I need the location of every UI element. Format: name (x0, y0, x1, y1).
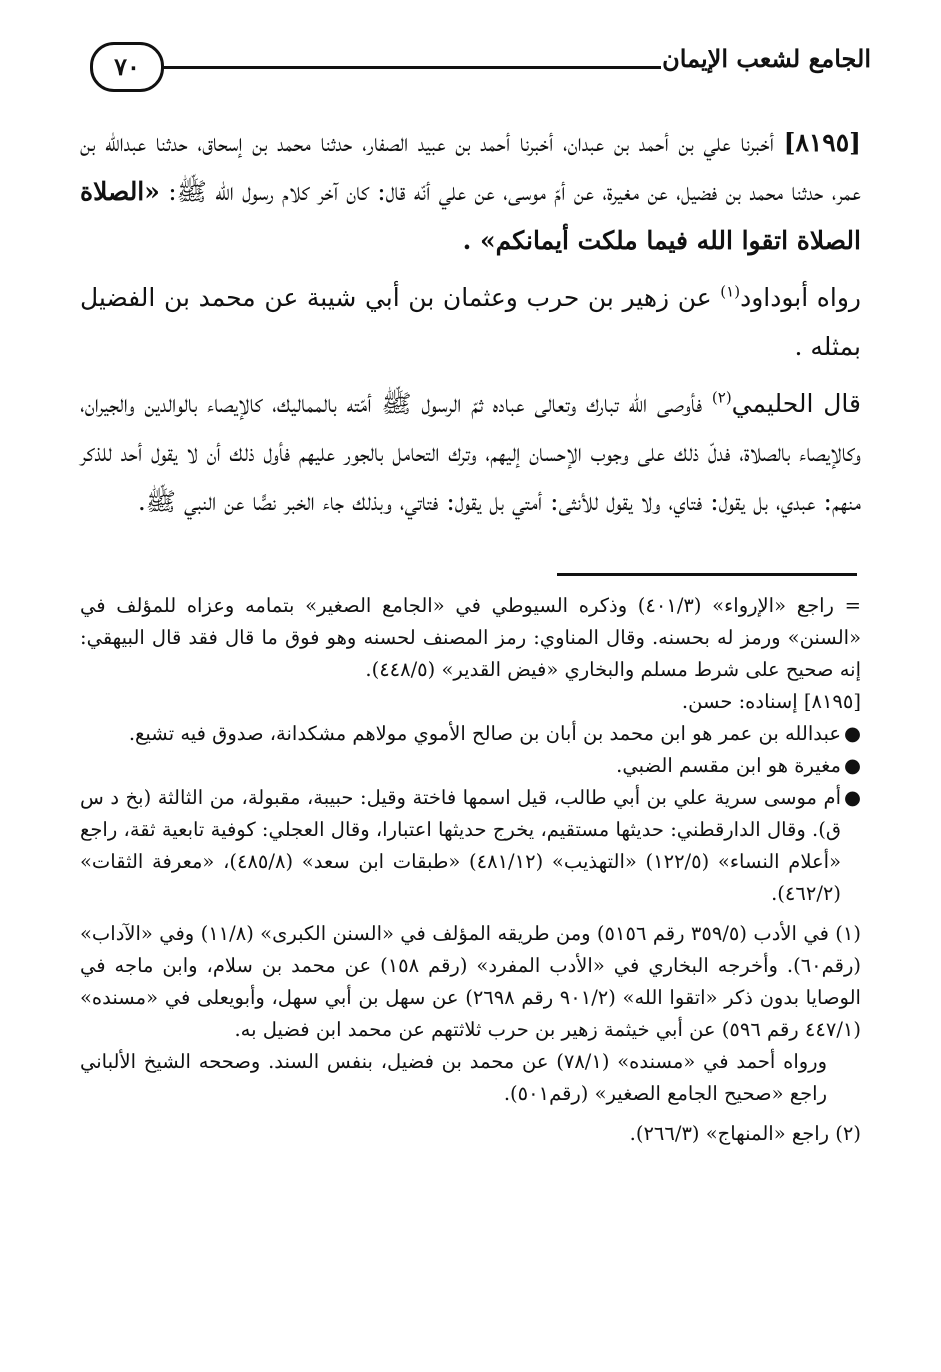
bullet-icon: ● (843, 722, 861, 745)
list-item (80, 750, 861, 782)
footnote-separator (557, 573, 857, 576)
footnote-2-body: راجع «المنهاج» (٢٦٦/٣). (629, 1122, 830, 1145)
isnad-grade: [٨١٩٥] إسناده: حسن. (681, 690, 861, 713)
footnotes (80, 590, 861, 1150)
hadith-paragraph (80, 118, 861, 265)
takhrij-paragraph (80, 273, 861, 371)
takhrij-text-end: عن زهير بن حرب وعثمان بن أبي شيبة عن محمد بن الفضيل بمثله . (80, 283, 861, 361)
page-number: ٧٠ (90, 42, 164, 92)
bullet-icon: ● (843, 786, 861, 809)
hadith-number: [٨١٩٥] (783, 128, 861, 157)
footnote-ref-1[interactable]: (١) (720, 282, 741, 301)
footnote-1-body: في الأدب (٣٥٩/٥ رقم ٥١٥٦) ومن طريقه المؤلف في «السنن الكبرى» (١١/٨) وفي «الآداب» (رقم٦٠). وأخرجه البخاري في «الأدب المفرد» (رقم ١٥٨) عن محمد بن سلام، وابن ماجه في الوصايا بدون ذكر «اتقوا الله» (٩٠١/٢ رقم ٢٦٩٨) عن سهل بن أبي سهل، وأبويعلى في «مسنده» (٤٤٧/١ رقم ٥٩٦) عن أبي خيثمة زهير بن حرب ثلاثتهم عن محمد ابن فضيل به. (80, 922, 861, 1041)
header-rule (162, 66, 661, 69)
narrator-note: أم موسى سرية علي بن أبي طالب، قيل اسمها فاختة وقيل: حبيبة، مقبولة، من الثالثة (بخ د س ق). وقال الدارقطني: حديثها مستقيم، يخرج حديثها اعتبارا، وقال العجلي: كوفية تابعية ثقة، راجع «أعلام النساء» (١٢٢/٥) «التهذيب» (٤٨١/١٢) «طبقات ابن سعد» (٤٨٥/٨)، «معرفة الثقات» (٤٦٢/٢). (80, 786, 841, 905)
footnote-1-label: (١) (835, 922, 861, 945)
main-text (80, 118, 861, 534)
halimi-paragraph (80, 379, 861, 526)
continued-note: = راجع «الإرواء» (٤٠١/٣) وذكره السيوطي في «الجامع الصغير» بتمامه وعزاه للمؤلف في «السنن» ورمز له بحسنه. وقال المناوي: رمز المصنف لحسنه وهو فوق ما قال فقد قال البيهقي: إنه صحيح على شرط مسلم والبخاري «فيض القدير» (٤٤٨/٥). (80, 594, 861, 681)
footnote-1-text (80, 918, 861, 1046)
halimi-text-end: فأوصى الله تبارك وتعالى عباده ثمّ الرسول ﷺ أمّته بالمماليك، كالإيصاء بالوالدين والجيران، وكالإيصاء بالصلاة، فدلّ ذلك على وجوب الإحسان إليهم، وترك التحامل بالجور عليهم فأول ذلك أن لا يقول أحد للذكر منهم: عبدي، بل يقول: فتاي، ولا يقول للأنثى: أمتي بل يقول: فتاتي، وبذلك جاء الخبر نصًّا عن النبي ﷺ. (80, 389, 861, 516)
halimi-text-start: قال الحليمي (731, 389, 861, 418)
footnote-2-text (80, 1118, 861, 1150)
bullet-icon: ● (843, 754, 861, 777)
narrator-list (80, 718, 861, 910)
narrator-note: مغيرة هو ابن مقسم الضبي. (616, 754, 841, 777)
footnote-2-label: (٢) (835, 1122, 861, 1145)
hadith-matn: «الصلاة الصلاة اتقوا الله فيما ملكت أيمانكم» . (80, 177, 861, 255)
footnote-ref-2[interactable]: (٢) (711, 388, 732, 407)
takhrij-text-start: رواه أبوداود (740, 283, 861, 312)
list-item (80, 782, 861, 910)
book-title: الجامع لشعب الإيمان (662, 44, 871, 73)
hadith-isnad: أخبرنا علي بن أحمد بن عبدان، أخبرنا أحمد بن عبيد الصفار، حدثنا محمد بن إسحاق، حدثنا عبدالله بن عمر، حدثنا محمد بن فضيل، عن مغيرة، عن أمّ موسى، عن علي أنّه قال: كان آخر كلام رسول الله ﷺ: (80, 128, 861, 206)
list-item (80, 718, 861, 750)
narrator-note: عبدالله بن عمر هو ابن محمد بن أبان بن صالح الأموي مولاهم مشكدانة، صدوق فيه تشيع. (128, 722, 841, 745)
footnote-1 (80, 918, 861, 1110)
page-header (60, 36, 871, 96)
footnote-2 (80, 1118, 861, 1150)
footnote-1-extra: ورواه أحمد في «مسنده» (٧٨/١) عن محمد بن فضيل، بنفس السند. وصححه الشيخ الألباني راجع «صحيح الجامع الصغير» (رقم٥٠١). (80, 1050, 827, 1105)
